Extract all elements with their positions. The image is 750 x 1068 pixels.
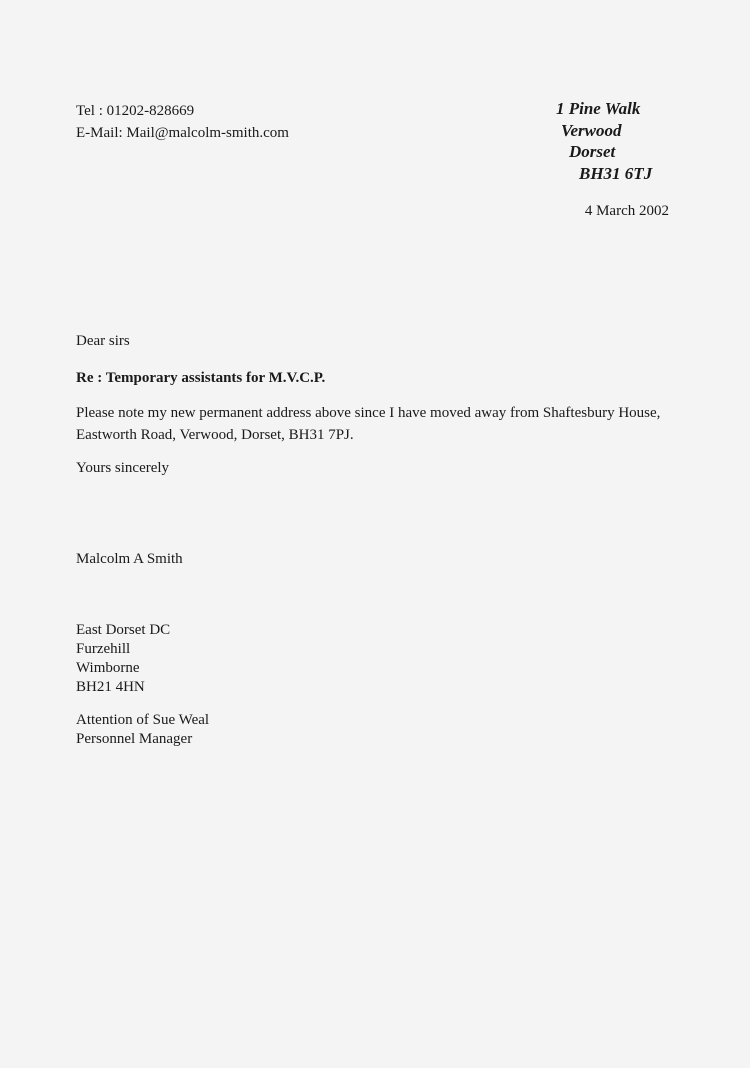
recipient-address-line: East Dorset DC: [76, 622, 171, 638]
attention-block: [76, 711, 696, 749]
recipient-address: [76, 621, 696, 697]
sender-address-line: 1 Pine Walk: [556, 99, 641, 118]
attention-line: Attention of Sue Weal: [76, 712, 210, 728]
subject-line: Re : Temporary assistants for M.V.C.P.: [76, 370, 326, 386]
sender-telephone: Tel : 01202-828669: [76, 103, 195, 119]
letter-date: 4 March 2002: [584, 203, 669, 219]
sender-contact: [76, 100, 289, 144]
sender-address-line: Verwood: [561, 120, 622, 140]
recipient-address-line: Wimborne: [76, 660, 140, 676]
body-line: Please note my new permanent address above since I have moved away from Shaftesbury House,: [76, 405, 661, 421]
body-line: Eastworth Road, Verwood, Dorset, BH31 7PJ.: [76, 427, 354, 443]
recipient-address-line: Furzehill: [76, 641, 131, 657]
salutation: Dear sirs: [76, 333, 130, 349]
sender-address-line: Dorset: [569, 142, 616, 161]
body-paragraph: [76, 402, 696, 446]
sender-address: [540, 98, 652, 184]
sender-email: E-Mail: Mail@malcolm-smith.com: [76, 125, 289, 141]
signature-name: Malcolm A Smith: [76, 551, 183, 567]
recipient-address-line: BH21 4HN: [76, 679, 145, 695]
attention-line: Personnel Manager: [76, 731, 193, 747]
sender-address-line: BH31 6TJ: [579, 163, 653, 183]
closing: Yours sincerely: [76, 460, 170, 476]
